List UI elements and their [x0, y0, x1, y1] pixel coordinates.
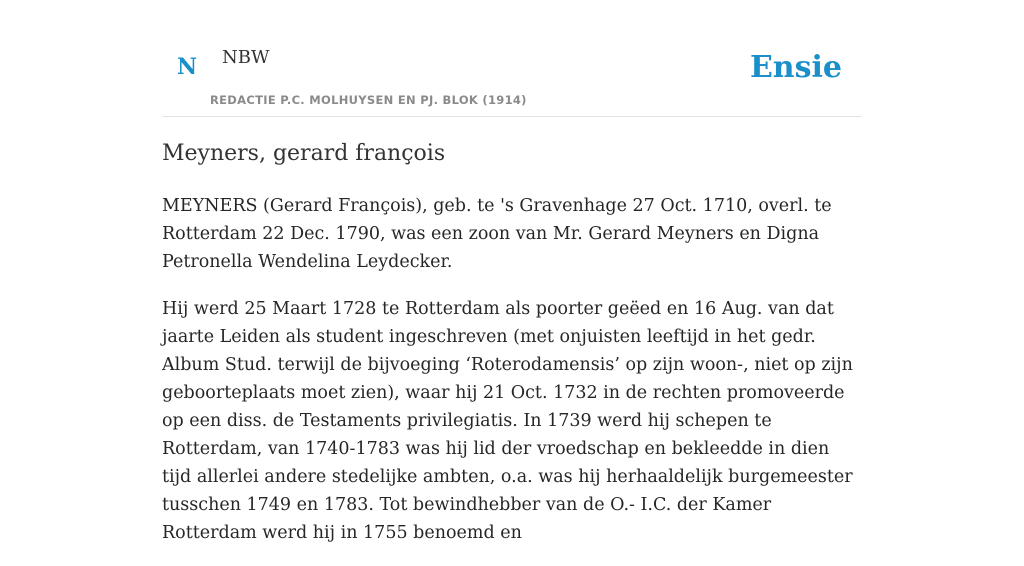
article-paragraph: Hij werd 25 Maart 1728 te Rotterdam als poorter geëed en 16 Aug. van dat jaarte Leiden als student ingeschreven (met onjuisten leeftijd in het gedr. Album Stud. terwijl de bijvoeging ‘Roterodamensis’ op zijn woon-, niet op zijn geboorteplaats moet zien), waar hij 21 Oct. 1732 in de rechten promoveerde op een diss. de Testaments privilegiatis. In 1739 werd hij schepen te Rotterdam, van 1740-1783 was hij lid der vroedschap en bekleedde in dien tijd allerlei andere stedelijke ambten, o.a. was hij herhaaldelijk burgemeester tusschen 1749 en 1783. Tot bewindhebber van de O.- I.C. der Kamer Rotterdam werd hij in 1755 benoemd en [162, 299, 853, 543]
article-body [162, 192, 862, 566]
article-title: Meyners, gerard françois [162, 141, 446, 166]
source-editors: REDACTIE P.C. MOLHUYSEN EN PJ. BLOK (1914) [210, 93, 527, 107]
article-paragraph: MEYNERS (Gerard François), geb. te 's Gravenhage 27 Oct. 1710, overl. te Rotterdam 22 Dec. 1790, was een zoon van Mr. Gerard Meyners en Digna Petronella Wendelina Leydecker. [162, 196, 832, 272]
source-logo-icon[interactable]: N [177, 54, 198, 80]
ensie-logo[interactable]: Ensie [749, 50, 842, 85]
source-abbreviation[interactable]: NBW [222, 47, 270, 68]
site-header [162, 0, 862, 117]
